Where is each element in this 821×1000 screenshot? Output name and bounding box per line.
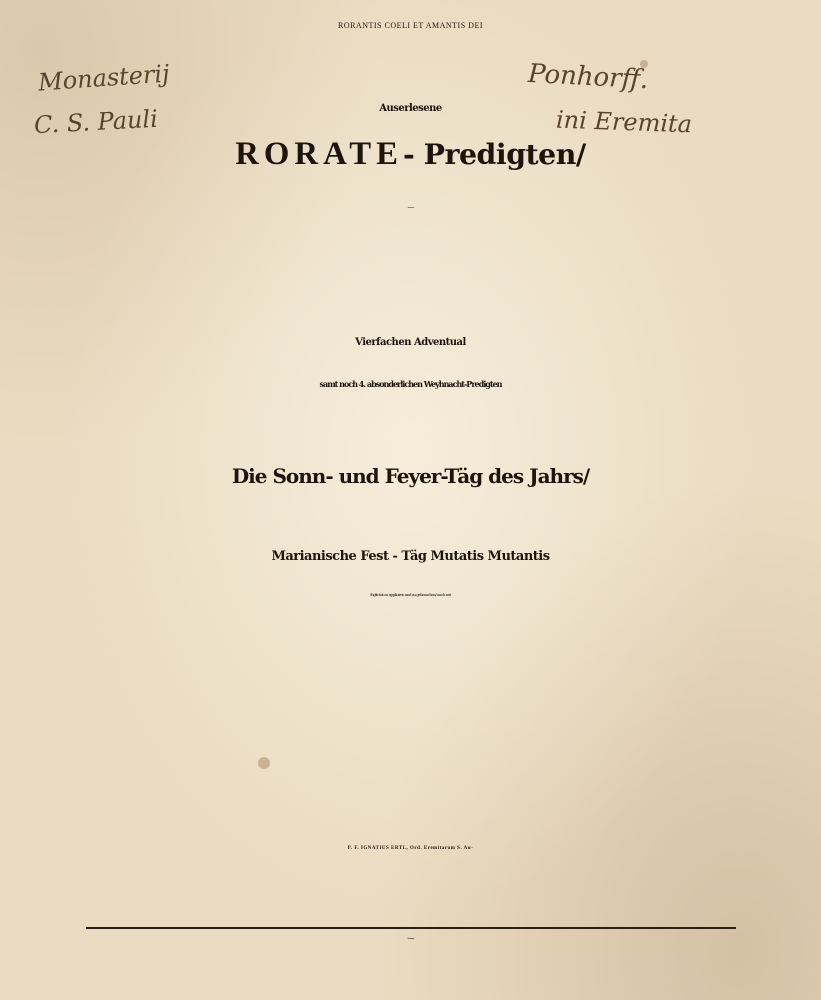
rorate-word: RORATE [235,136,404,172]
author-line-1: P. F. IGNATIUS ERTL, Ord. Eremitarum S. Au- [347,846,474,851]
place-of-print: Nürnberg/ [407,938,414,940]
marianische-fest-tag: Marianische Fest - Täg Mutatis Mutantis [271,549,550,564]
vierfachen-adventual: Vierfachen Adventual [355,337,466,348]
separator-rule [86,927,736,929]
handwritten-note: Ponhorff. [527,58,650,96]
predigten-word: - Predigten/ [403,137,586,171]
samt-noch: samt noch 4. absonderlichen Weyhnacht-Predigten [319,379,502,389]
handwritten-note: Monasterij [37,59,171,97]
paper-stain [258,757,270,769]
handwritten-note: ini Eremita [555,105,693,139]
handwritten-note: C. S. Pauli [33,104,159,140]
title-line-1: RORANTIS COELI ET AMANTIS DEI [337,21,483,30]
fuglichst: füglichst zu appliciren und zu gebrauchen/ auch mit [370,592,451,597]
auserlesene: Auserlesene [379,103,442,114]
body-line: Welche über das Gnadenreiche Geheimnuß der heiligsten [407,208,414,209]
rorate-heading [0,138,821,202]
sonn-feyer-tag: Die Sonn- und Feyer-Täg des Jahrs/ [231,464,590,488]
